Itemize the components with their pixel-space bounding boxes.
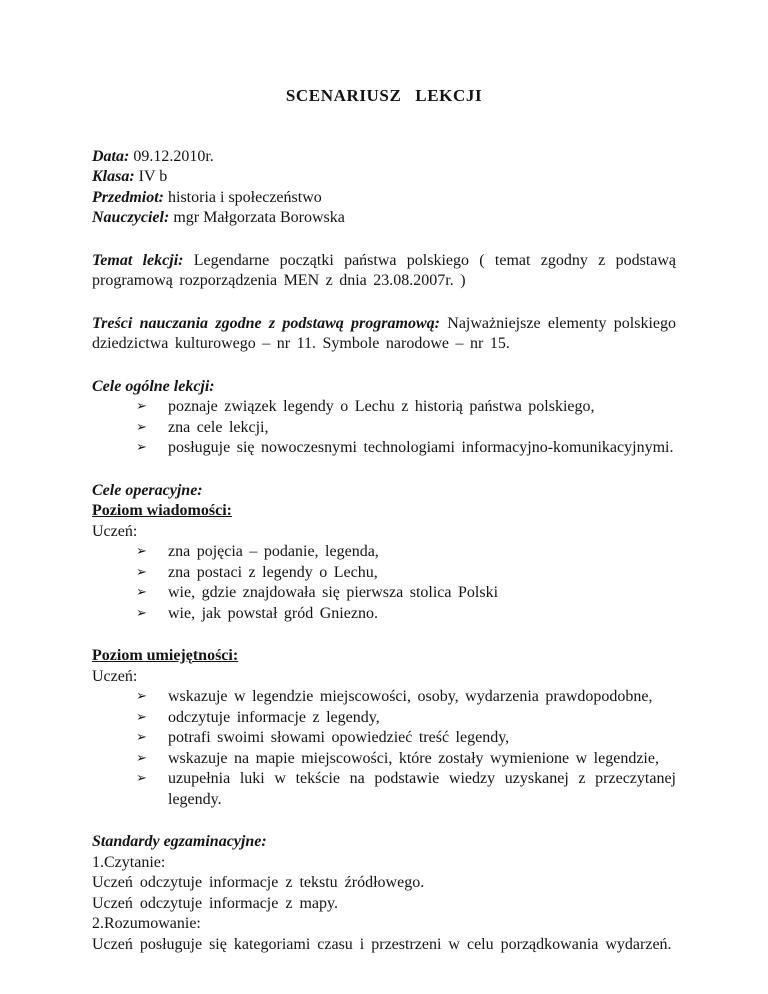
- exam-standards-line: 2.Rozumowanie:: [92, 915, 201, 932]
- meta-label: Nauczyciel:: [92, 209, 170, 226]
- teaching-content-label: Treści nauczania zgodne z podstawą programową:: [92, 314, 440, 332]
- arrow-bullet-icon: ➢: [136, 585, 147, 600]
- document-title: SCENARIUSZ LEKCJI: [285, 86, 483, 105]
- teaching-content-paragraph: [92, 314, 676, 355]
- knowledge-level-intro: Uczeń:: [92, 522, 138, 540]
- meta-value: IV b: [138, 168, 168, 185]
- arrow-bullet-icon: ➢: [136, 750, 147, 766]
- arrow-bullet-icon: ➢: [136, 399, 147, 414]
- list-item: [136, 418, 676, 439]
- arrow-bullet-icon: ➢: [136, 544, 147, 559]
- list-item-text: odczytuje informacje z legendy,: [168, 708, 380, 726]
- arrow-bullet-icon: ➢: [136, 730, 147, 745]
- lesson-topic-text: Legendarne początki państwa polskiego ( temat zgodny z podstawą programową rozporządzenia MEN z dnia 23.08.2007r. ): [92, 251, 676, 289]
- list-item: [136, 769, 676, 810]
- list-item-text: wskazuje na mapie miejscowości, które zostały wymienione w legendzie,: [168, 749, 659, 767]
- section-operational-goals: [92, 481, 676, 625]
- arrow-bullet-icon: ➢: [136, 419, 147, 435]
- meta-line-nauczyciel: [92, 208, 676, 229]
- list-item-text: wie, jak powstał gród Gniezno.: [168, 604, 378, 622]
- list-item: [136, 397, 676, 418]
- list-item-text: zna pojęcia – podanie, legenda,: [168, 543, 379, 560]
- list-item: [136, 542, 676, 563]
- list-item-text: potrafi swoimi słowami opowiedzieć treść legendy,: [168, 729, 510, 746]
- meta-label: Klasa:: [92, 168, 135, 185]
- meta-line-przedmiot: [92, 188, 676, 209]
- exam-standards-line: 1.Czytanie:: [92, 853, 166, 871]
- list-item-text: poznaje związek legendy o Lechu z historią państwa polskiego,: [168, 398, 595, 415]
- exam-standards-line: Uczeń posługuje się kategoriami czasu i przestrzeni w celu porządkowania wydarzeń.: [92, 935, 672, 953]
- list-item: [136, 728, 676, 749]
- exam-standards-line: Uczeń odczytuje informacje z tekstu źródłowego.: [92, 874, 425, 891]
- lesson-topic-paragraph: [92, 251, 676, 292]
- arrow-bullet-icon: ➢: [136, 564, 147, 580]
- list-item: [136, 749, 676, 770]
- skills-level-intro: Uczeń:: [92, 667, 138, 685]
- arrow-bullet-icon: ➢: [136, 771, 147, 786]
- list-item-text: zna cele lekcji,: [168, 418, 269, 436]
- teaching-content-text: Najważniejsze elementy polskiego dziedzictwa kulturowego – nr 11. Symbole narodowe – nr 15.: [92, 314, 677, 352]
- general-goals-heading: Cele ogólne lekcji:: [92, 377, 215, 395]
- meta-label: Przedmiot:: [92, 188, 164, 206]
- list-item: [136, 563, 676, 584]
- skills-level-heading: Poziom umiejętności:: [92, 647, 239, 664]
- meta-block: [92, 147, 676, 229]
- list-item-text: wie, gdzie znajdowała się pierwsza stolica Polski: [168, 584, 499, 601]
- list-item: [136, 708, 676, 729]
- list-item: [136, 583, 676, 604]
- section-exam-standards: [92, 832, 676, 955]
- arrow-bullet-icon: ➢: [136, 709, 147, 725]
- list-item: [136, 438, 676, 459]
- list-item-text: uzupełnia luki w tekście na podstawie wiedzy uzyskanej z przeczytanej legendy.: [168, 770, 676, 808]
- section-general-goals: [92, 377, 676, 459]
- list-item: [136, 604, 676, 625]
- exam-standards-heading: Standardy egzaminacyjne:: [92, 833, 267, 850]
- meta-value: mgr Małgorzata Borowska: [173, 209, 345, 226]
- meta-value: 09.12.2010r.: [133, 147, 214, 165]
- section-skills-level: [92, 646, 676, 810]
- meta-value: historia i społeczeństwo: [168, 188, 322, 206]
- meta-line-data: [92, 147, 676, 168]
- list-item: [136, 687, 676, 708]
- list-item-text: wskazuje w legendzie miejscowości, osoby, wydarzenia prawdopodobne,: [168, 688, 653, 705]
- lesson-topic-label: Temat lekcji:: [92, 251, 184, 269]
- knowledge-level-heading: Poziom wiadomości:: [92, 502, 232, 519]
- list-item-text: posługuje się nowoczesnymi technologiami informacyjno-komunikacyjnymi.: [168, 439, 674, 456]
- meta-label: Data:: [92, 147, 130, 165]
- exam-standards-line: Uczeń odczytuje informacje z mapy.: [92, 894, 338, 912]
- list-item-text: zna postaci z legendy o Lechu,: [168, 563, 378, 581]
- arrow-bullet-icon: ➢: [136, 605, 147, 621]
- arrow-bullet-icon: ➢: [136, 440, 147, 455]
- operational-goals-heading: Cele operacyjne:: [92, 481, 203, 499]
- meta-line-klasa: [92, 167, 676, 188]
- arrow-bullet-icon: ➢: [136, 689, 147, 704]
